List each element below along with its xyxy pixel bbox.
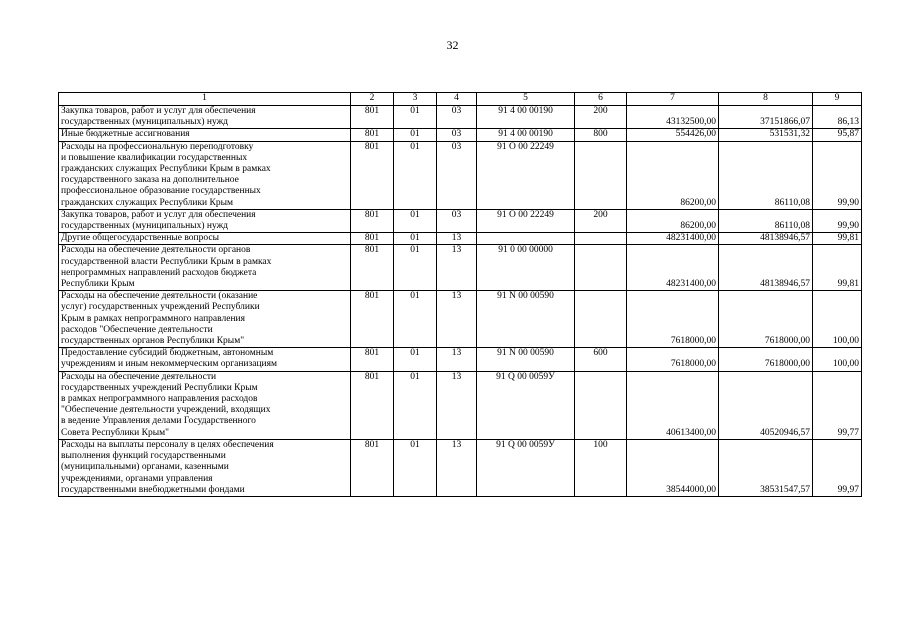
table-row [59, 233, 862, 245]
row-description: Расходы на обеспечение деятельности органов государственной власти Республики Крым в рамках непрограммных направлений расходов бюджета Республики Крым [59, 245, 351, 291]
row-executed-amount: 37151866,07 [719, 106, 813, 129]
row-code-section: 01 [394, 233, 437, 245]
row-description: Закупка товаров, работ и услуг для обеспечения государственных (муниципальных) нужд [59, 209, 351, 232]
row-code-target: 91 Q 00 0059У [477, 371, 575, 439]
table-row [59, 129, 862, 141]
row-code-subsection: 13 [437, 348, 477, 371]
row-code-ministry: 801 [351, 106, 394, 129]
row-code-target: 91 4 00 00190 [477, 129, 575, 141]
table-row [59, 371, 862, 439]
row-executed-amount: 40520946,57 [719, 371, 813, 439]
row-code-expense-type [575, 245, 627, 291]
row-code-section: 01 [394, 245, 437, 291]
row-planned-amount: 40613400,00 [627, 371, 719, 439]
row-code-subsection: 03 [437, 209, 477, 232]
row-percent: 100,00 [813, 348, 862, 371]
row-code-ministry: 801 [351, 291, 394, 348]
row-code-subsection: 03 [437, 106, 477, 129]
row-executed-amount: 48138946,57 [719, 233, 813, 245]
row-percent: 86,13 [813, 106, 862, 129]
row-planned-amount: 86200,00 [627, 141, 719, 209]
row-description: Другие общегосударственные вопросы [59, 233, 351, 245]
row-code-expense-type [575, 141, 627, 209]
row-code-expense-type [575, 371, 627, 439]
row-planned-amount: 7618000,00 [627, 291, 719, 348]
row-percent: 99,81 [813, 233, 862, 245]
row-executed-amount: 86110,08 [719, 209, 813, 232]
column-header: 8 [719, 93, 813, 106]
row-percent: 100,00 [813, 291, 862, 348]
row-code-section: 01 [394, 291, 437, 348]
table-row [59, 348, 862, 371]
page-number: 32 [446, 38, 459, 52]
row-description: Расходы на выплаты персоналу в целях обеспечения выполнения функций государственными (муниципальными) органами, казенными учреждениями, органами управления государственными внебюджетными фондами [59, 439, 351, 496]
column-header: 4 [437, 93, 477, 106]
row-percent: 99,81 [813, 245, 862, 291]
row-code-ministry: 801 [351, 245, 394, 291]
row-code-expense-type [575, 291, 627, 348]
row-code-section: 01 [394, 209, 437, 232]
row-planned-amount: 554426,00 [627, 129, 719, 141]
header-row [59, 93, 862, 106]
row-code-section: 01 [394, 371, 437, 439]
table-row [59, 439, 862, 496]
row-code-section: 01 [394, 348, 437, 371]
column-header: 9 [813, 93, 862, 106]
table-row [59, 209, 862, 232]
column-header: 2 [351, 93, 394, 106]
row-code-target: 91 О 00 22249 [477, 141, 575, 209]
row-code-subsection: 13 [437, 371, 477, 439]
row-percent: 95,87 [813, 129, 862, 141]
row-code-target: 91 Q 00 0059У [477, 439, 575, 496]
table-row [59, 106, 862, 129]
table-row [59, 141, 862, 209]
row-code-expense-type: 200 [575, 209, 627, 232]
row-planned-amount: 48231400,00 [627, 233, 719, 245]
row-code-ministry: 801 [351, 371, 394, 439]
row-code-section: 01 [394, 129, 437, 141]
row-planned-amount: 7618000,00 [627, 348, 719, 371]
row-percent: 99,90 [813, 141, 862, 209]
row-code-ministry: 801 [351, 439, 394, 496]
column-header: 7 [627, 93, 719, 106]
row-code-target [477, 233, 575, 245]
row-description: Предоставление субсидий бюджетным, автономным учреждениям и иным некоммерческим организациям [59, 348, 351, 371]
row-code-subsection: 03 [437, 141, 477, 209]
row-code-expense-type: 600 [575, 348, 627, 371]
row-executed-amount: 531531,32 [719, 129, 813, 141]
row-executed-amount: 86110,08 [719, 141, 813, 209]
row-code-ministry: 801 [351, 129, 394, 141]
row-code-section: 01 [394, 439, 437, 496]
row-code-subsection: 03 [437, 129, 477, 141]
row-code-target: 91 4 00 00190 [477, 106, 575, 129]
row-planned-amount: 43132500,00 [627, 106, 719, 129]
row-code-section: 01 [394, 106, 437, 129]
row-code-target: 91 N 00 00590 [477, 291, 575, 348]
row-code-section: 01 [394, 141, 437, 209]
row-code-subsection: 13 [437, 233, 477, 245]
row-code-ministry: 801 [351, 141, 394, 209]
column-header: 1 [59, 93, 351, 106]
table-row [59, 291, 862, 348]
row-description: Расходы на профессиональную переподготовку и повышение квалификации государственных гражданских служащих Республики Крым в рамках государственного заказа на дополнительное профессиональное образование государственных гражданских служащих Республики Крым [59, 141, 351, 209]
row-executed-amount: 38531547,57 [719, 439, 813, 496]
row-planned-amount: 38544000,00 [627, 439, 719, 496]
column-header: 5 [477, 93, 575, 106]
column-header: 6 [575, 93, 627, 106]
row-code-subsection: 13 [437, 245, 477, 291]
row-executed-amount: 7618000,00 [719, 291, 813, 348]
row-planned-amount: 86200,00 [627, 209, 719, 232]
row-planned-amount: 48231400,00 [627, 245, 719, 291]
column-header: 3 [394, 93, 437, 106]
row-code-target: 91 0 00 00000 [477, 245, 575, 291]
row-code-ministry: 801 [351, 233, 394, 245]
row-percent: 99,77 [813, 371, 862, 439]
row-description: Расходы на обеспечение деятельности государственных учреждений Республики Крым в рамках непрограммного направления расходов "Обеспечение деятельности учреждений, входящих в ведение Управления делами Государственного Совета Республики Крым" [59, 371, 351, 439]
row-code-target: 91 О 00 22249 [477, 209, 575, 232]
row-code-subsection: 13 [437, 291, 477, 348]
row-code-ministry: 801 [351, 348, 394, 371]
row-code-expense-type: 800 [575, 129, 627, 141]
row-code-expense-type: 100 [575, 439, 627, 496]
row-description: Закупка товаров, работ и услуг для обеспечения государственных (муниципальных) нужд [59, 106, 351, 129]
row-executed-amount: 48138946,57 [719, 245, 813, 291]
row-executed-amount: 7618000,00 [719, 348, 813, 371]
row-code-ministry: 801 [351, 209, 394, 232]
budget-table [58, 92, 862, 497]
row-description: Расходы на обеспечение деятельности (оказание услуг) государственных учреждений Республики Крым в рамках непрограммного направления расходов "Обеспечение деятельности государственных органов Республики Крым" [59, 291, 351, 348]
row-code-expense-type [575, 233, 627, 245]
row-code-subsection: 13 [437, 439, 477, 496]
row-percent: 99,97 [813, 439, 862, 496]
row-code-target: 91 N 00 00590 [477, 348, 575, 371]
row-description: Иные бюджетные ассигнования [59, 129, 351, 141]
row-percent: 99,90 [813, 209, 862, 232]
row-code-expense-type: 200 [575, 106, 627, 129]
table-row [59, 245, 862, 291]
